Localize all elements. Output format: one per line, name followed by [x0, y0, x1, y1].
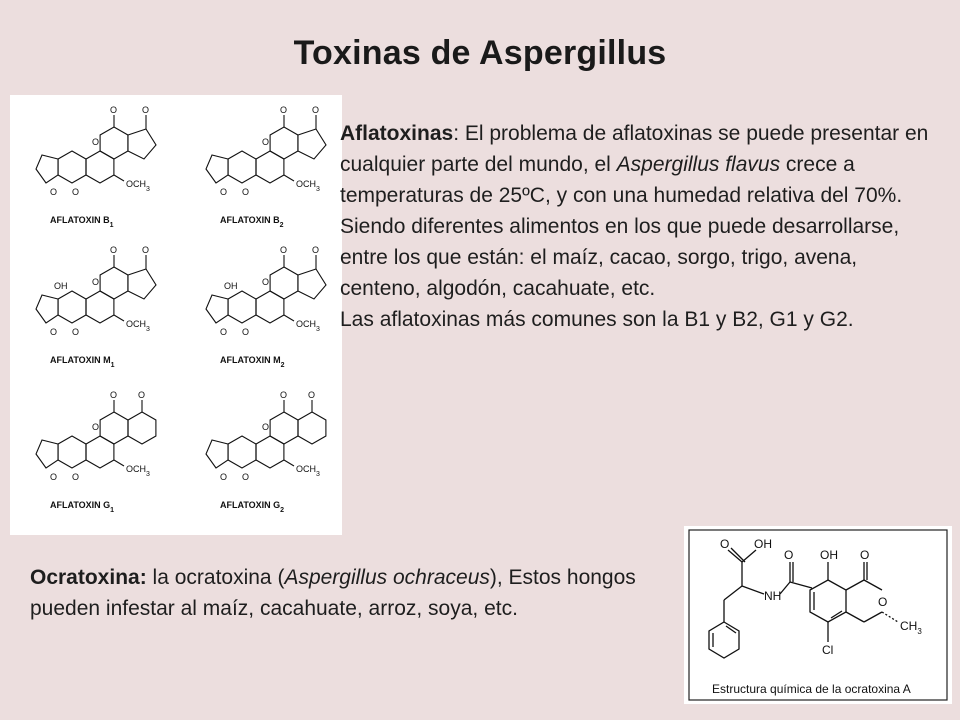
aflatoxin-structure-1 — [206, 115, 326, 183]
aflatoxins-species: Aspergillus flavus — [616, 153, 781, 176]
afla-atom-o: O — [50, 472, 58, 482]
ochra-atom-o4: O — [878, 595, 888, 609]
afla-atom-o: O — [280, 390, 288, 400]
afla-atom-o: O — [262, 277, 270, 287]
afla-atom-o: O — [262, 137, 270, 147]
aflatoxin-structures-image — [10, 95, 342, 535]
ochratoxin-text-2: ), Estos hongos pueden infestar al maíz, cacahuate, arroz, soya, etc. — [30, 566, 636, 620]
afla-atom-o: O — [72, 187, 80, 197]
afla-atom-o: O — [110, 105, 118, 115]
aflatoxin-structure-4 — [36, 400, 156, 468]
afla-atom-o: O — [50, 327, 58, 337]
afla-atom-och3: $OCH_3$ — [296, 464, 320, 478]
afla-atom-o: O — [220, 327, 228, 337]
aflatoxins-text-2: crece a temperaturas de 25ºC, y con una humedad relativa del 70%. Siendo diferentes alimentos en los que puede desarrollarse, entre los que están: el maíz, cacao, sorgo, trigo, avena, centeno, algodón, cacahuate, etc. — [340, 153, 903, 300]
aflatoxin-structure-0 — [36, 115, 156, 183]
ochratoxin-paragraph — [30, 562, 660, 624]
aflatoxin-label: AFLATOXIN $M_2$ — [220, 355, 285, 369]
aflatoxin-label: AFLATOXIN $M_1$ — [50, 355, 115, 369]
afla-atom-och3: $OCH_3$ — [296, 319, 320, 333]
afla-atom-o: O — [262, 422, 270, 432]
afla-atom-och3: $OCH_3$ — [126, 179, 150, 193]
aflatoxin-label: AFLATOXIN $B_1$ — [50, 215, 114, 229]
afla-atom-oh: OH — [54, 281, 68, 291]
afla-atom-o: O — [142, 105, 150, 115]
afla-atom-o: O — [280, 245, 288, 255]
afla-atom-o: O — [110, 390, 118, 400]
slide-title: Toxinas de Aspergillus — [293, 34, 667, 72]
afla-atom-oh: OH — [224, 281, 238, 291]
ochra-atom-oh1: OH — [754, 537, 772, 551]
afla-atom-och3: $OCH_3$ — [296, 179, 320, 193]
afla-atom-o: O — [242, 327, 250, 337]
afla-atom-o: O — [308, 390, 316, 400]
afla-atom-o: O — [242, 472, 250, 482]
afla-atom-o: O — [50, 187, 58, 197]
afla-atom-o: O — [92, 422, 100, 432]
afla-atom-o: O — [242, 187, 250, 197]
aflatoxins-text-3: Las aflatoxinas más comunes son la B1 y B2, G1 y G2. — [340, 308, 854, 331]
ochra-atom-cl: Cl — [822, 643, 834, 657]
afla-atom-o: O — [138, 390, 146, 400]
afla-atom-och3: $OCH_3$ — [126, 319, 150, 333]
ochratoxin-species: Aspergillus ochraceus — [284, 566, 490, 589]
afla-atom-o: O — [92, 277, 100, 287]
afla-atom-o: O — [280, 105, 288, 115]
afla-atom-o: O — [72, 327, 80, 337]
afla-atom-o: O — [92, 137, 100, 147]
ochra-atom-oh2: OH — [820, 548, 838, 562]
ochra-atom-o3: O — [860, 548, 870, 562]
afla-atom-o: O — [220, 187, 228, 197]
afla-atom-o: O — [312, 105, 320, 115]
aflatoxins-text-1: : El problema de aflatoxinas se puede presentar en cualquier parte del mundo, el — [340, 122, 929, 176]
afla-atom-o: O — [72, 472, 80, 482]
aflatoxin-label: AFLATOXIN $G_2$ — [220, 500, 285, 514]
aflatoxin-label: AFLATOXIN $B_2$ — [220, 215, 284, 229]
ochratoxin-caption: Estructura química de la ocratoxina A — [712, 682, 911, 696]
ochratoxin-term: Ocratoxina: — [30, 566, 147, 589]
ochra-atom-o2: O — [784, 548, 794, 562]
aflatoxin-label: AFLATOXIN $G_1$ — [50, 500, 115, 514]
aflatoxins-paragraph — [340, 118, 940, 335]
afla-atom-och3: $OCH_3$ — [126, 464, 150, 478]
afla-atom-o: O — [220, 472, 228, 482]
aflatoxin-structure-5 — [206, 400, 326, 468]
aflatoxin-structures-drawing — [10, 95, 342, 535]
afla-atom-o: O — [142, 245, 150, 255]
afla-atom-o: O — [110, 245, 118, 255]
ochratoxin-text-1: la ocratoxina ( — [146, 566, 285, 589]
afla-atom-o: O — [312, 245, 320, 255]
aflatoxins-term: Aflatoxinas — [340, 122, 454, 145]
ochra-atom-ch3: $CH_3$ — [900, 619, 922, 636]
ochratoxin-structure-image — [684, 526, 952, 704]
ochratoxin-structure-drawing — [684, 526, 952, 704]
ochra-atom-nh: NH — [764, 589, 782, 603]
ochra-atom-o1: O — [720, 537, 730, 551]
